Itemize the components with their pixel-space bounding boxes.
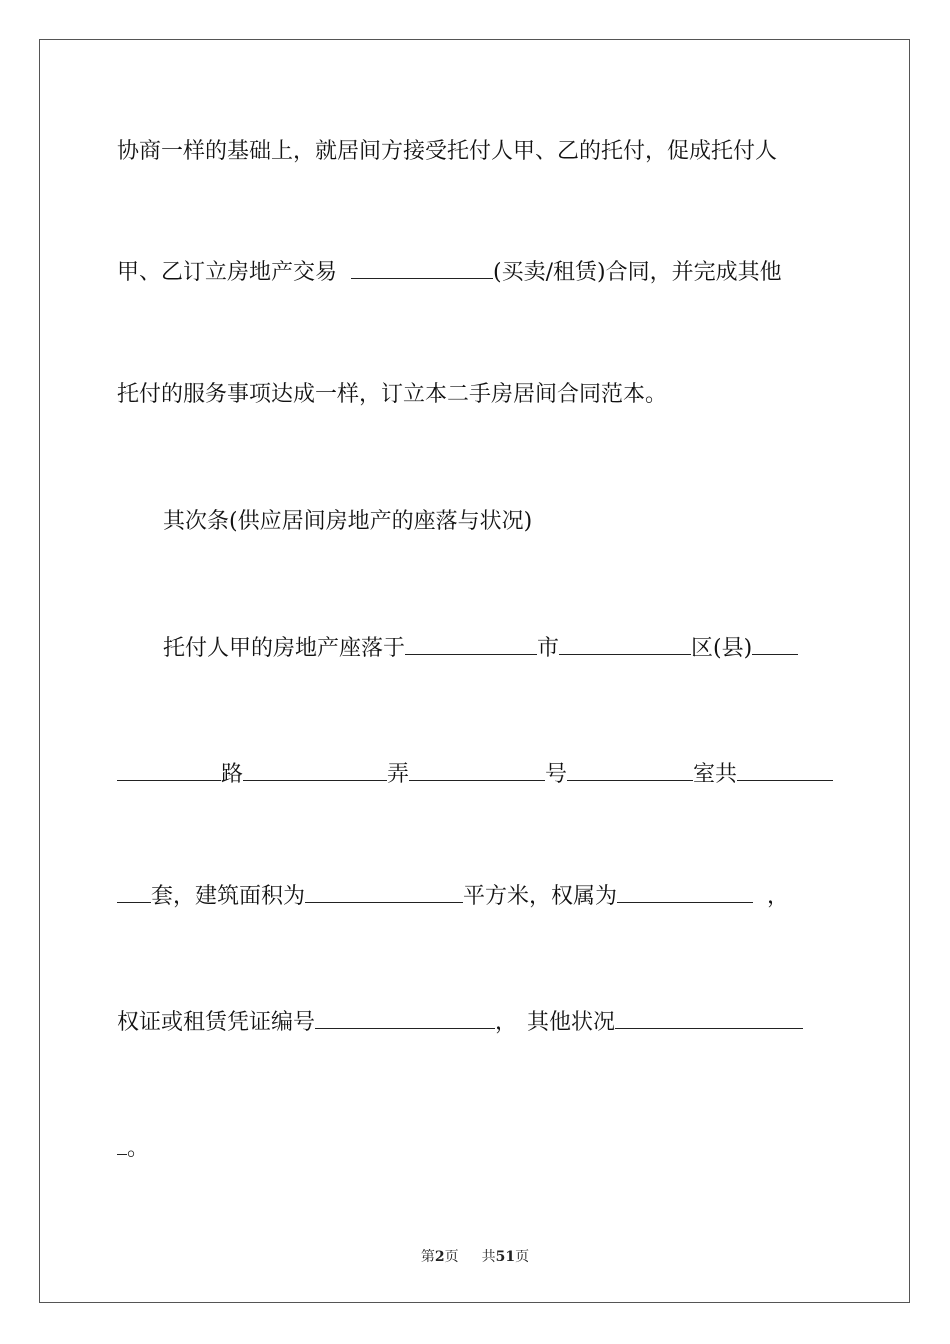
page-number: 2 [434, 1249, 445, 1265]
text: 室共 [693, 762, 738, 787]
fill-blank-room[interactable] [567, 760, 693, 781]
fill-blank-units[interactable] [117, 882, 151, 903]
text: 托付的服务事项达成一样，订立本二手房居间合同范本。 [117, 382, 668, 407]
fill-blank-other-conditions[interactable] [615, 1008, 803, 1029]
fill-blank-lane[interactable] [243, 760, 387, 781]
paragraph-line [117, 137, 834, 167]
fill-blank-city[interactable] [405, 634, 537, 655]
text: 甲、乙订立房地产交易 [117, 260, 338, 285]
total-suffix: 页 [515, 1249, 530, 1265]
text: 协商一样的基础上，就居间方接受托付人甲、乙的托付，促成托付人 [117, 139, 778, 164]
text: 平方米，权属为 [463, 884, 618, 909]
text: 弄 [387, 762, 410, 787]
fill-blank-transaction-type[interactable] [351, 258, 493, 279]
text: 区(县) [691, 636, 753, 661]
paragraph-line [117, 1008, 834, 1038]
text: (买卖/租赁)合同，并完成其他 [493, 260, 782, 285]
text: 其他状况 [527, 1010, 616, 1035]
text: 其次条(供应居间房地产的座落与状况) [163, 509, 533, 534]
total-prefix: 共 [481, 1249, 496, 1265]
page-suffix: 页 [444, 1249, 459, 1265]
paragraph-line [117, 1134, 834, 1164]
text: 。 [127, 1136, 150, 1161]
page-border [39, 39, 910, 1303]
text: 权证或租赁凭证编号 [117, 1010, 316, 1035]
page-prefix: 第 [420, 1249, 435, 1265]
page-footer [0, 1248, 950, 1266]
fill-blank-road-start[interactable] [752, 634, 798, 655]
paragraph-line [117, 258, 834, 288]
fill-blank-certificate-number[interactable] [315, 1008, 495, 1029]
paragraph-line [117, 882, 834, 912]
text: 套，建筑面积为 [151, 884, 306, 909]
text: 市 [537, 636, 560, 661]
total-pages: 51 [495, 1249, 516, 1265]
paragraph-line [117, 760, 834, 790]
fill-blank-units-start[interactable] [737, 760, 833, 781]
text: 托付人甲的房地产座落于 [163, 636, 406, 661]
fill-blank-number[interactable] [409, 760, 545, 781]
text: ， [495, 1010, 518, 1035]
text: ， [767, 884, 790, 909]
fill-blank-ownership[interactable] [617, 882, 753, 903]
fill-blank-road[interactable] [117, 760, 221, 781]
fill-blank-area[interactable] [305, 882, 463, 903]
paragraph-line [163, 634, 834, 664]
text: 号 [545, 762, 568, 787]
fill-blank-other-conditions-end[interactable] [117, 1134, 127, 1155]
clause-heading [163, 507, 834, 537]
text: 路 [221, 762, 244, 787]
fill-blank-district[interactable] [559, 634, 691, 655]
paragraph-line [117, 380, 834, 410]
